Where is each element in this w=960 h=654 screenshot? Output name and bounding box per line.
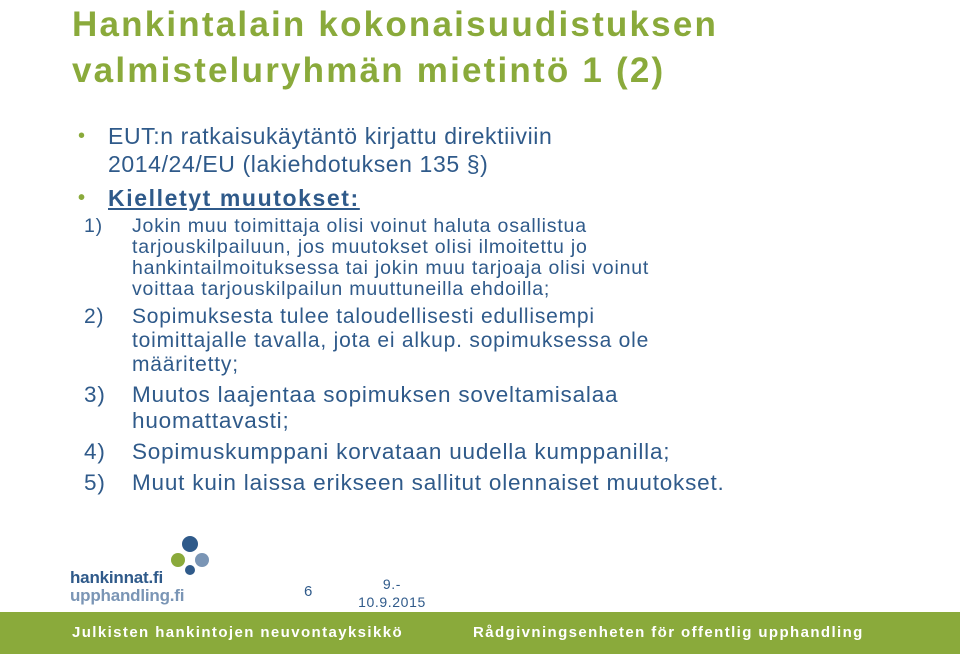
hankinnat-logo [70, 532, 220, 605]
list-item-2-line-1: Sopimuksesta tulee taloudellisesti edullisempi [132, 305, 595, 328]
list-item-2-line-3: määritetty; [132, 353, 239, 376]
bullet-kielletyt [78, 184, 938, 212]
forbidden-changes-list [78, 216, 938, 496]
list-item-1-line-1: Jokin muu toimittaja olisi voinut haluta osallistua [132, 215, 587, 237]
list-number: 1) [84, 215, 103, 237]
page-number: 6 [304, 583, 313, 600]
list-item-2 [42, 305, 938, 377]
list-item-1-line-4: voittaa tarjouskilpailun muuttuneilla ehdoilla; [132, 278, 551, 300]
list-item-5 [42, 470, 938, 496]
list-item-2-line-2: toimittajalle tavalla, jota ei alkup. sopimuksessa ole [132, 329, 650, 352]
slide-title-line-1: Hankintalain kokonaisuudistuksen [72, 5, 719, 44]
footer-bar [0, 612, 960, 654]
list-item-3 [42, 382, 938, 434]
date-line-1: 9.- [382, 576, 402, 592]
bullet-eut [78, 122, 938, 178]
slide-title-line-2: valmisteluryhmän mietintö 1 (2) [72, 51, 666, 90]
footer-right-text: Rådgivningsenheten för offentlig upphandling [473, 624, 864, 641]
list-item-4 [42, 439, 938, 465]
list-item-1-line-3: hankintailmoituksessa tai jokin muu tarjoaja olisi voinut [132, 257, 650, 279]
list-number: 3) [84, 382, 106, 407]
list-item-5-line-1: Muut kuin laissa erikseen sallitut olennaiset muutokset. [132, 470, 725, 495]
slide-date [352, 575, 432, 611]
slide-title [72, 2, 952, 94]
bullet-dot-icon: • [78, 125, 86, 147]
list-number: 2) [84, 305, 105, 328]
bullet-dot-icon: • [78, 187, 87, 209]
list-item-4-line-1: Sopimuskumppani korvataan uudella kumppanilla; [132, 439, 671, 464]
slide-content [78, 122, 938, 501]
list-number: 5) [84, 470, 106, 495]
bullet-kielletyt-text: Kielletyt muutokset: [108, 185, 360, 211]
date-line-2: 10.9.2015 [358, 594, 426, 610]
logo-text-sv: upphandling.fi [70, 586, 185, 605]
list-item-1 [42, 216, 938, 300]
list-item-3-line-2: huomattavasti; [132, 408, 290, 433]
list-number: 4) [84, 439, 106, 464]
footer-left-text: Julkisten hankintojen neuvontayksikkö [72, 624, 404, 641]
bullet-eut-line-2: 2014/24/EU (lakiehdotuksen 135 §) [108, 151, 489, 177]
bullet-eut-line-1: EUT:n ratkaisukäytäntö kirjattu direktiiviin [108, 123, 553, 149]
logo-text-fi: hankinnat.fi [70, 568, 163, 587]
list-item-3-line-1: Muutos laajentaa sopimuksen soveltamisalaa [132, 382, 619, 407]
list-item-1-line-2: tarjouskilpailuun, jos muutokset olisi ilmoitettu jo [132, 236, 588, 258]
people-dots-icon [160, 532, 220, 576]
